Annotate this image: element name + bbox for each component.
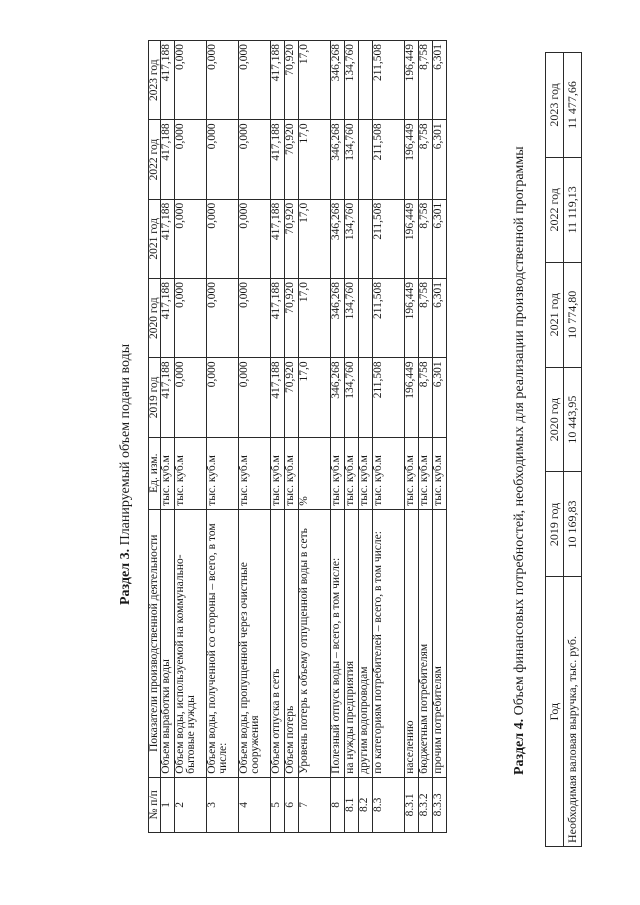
table-body: [161, 41, 447, 833]
row-value: 6,301: [433, 41, 447, 120]
row-value: 196,449: [405, 358, 419, 437]
row-value: 346,268: [331, 120, 345, 199]
row-number: 8.1: [345, 777, 359, 832]
row-value: 17,0: [299, 120, 331, 199]
water-supply-table: [148, 40, 447, 833]
section3-label: Раздел 3.: [118, 548, 133, 605]
row-number: 1: [161, 777, 175, 832]
row-value: 0,000: [239, 120, 271, 199]
row-value: 417,188: [161, 199, 175, 278]
row-unit: тыс. куб.м: [161, 437, 175, 509]
row-value: 70,920: [285, 358, 299, 437]
row-value: 346,268: [331, 279, 345, 358]
row-indicator: бюджетным потребителям: [419, 509, 433, 777]
row-value: 196,449: [405, 279, 419, 358]
row-value: 134,760: [345, 41, 359, 120]
table-row: [359, 41, 373, 833]
row-value: 0,000: [207, 41, 239, 120]
row-value: 417,188: [271, 279, 285, 358]
row-value: 70,920: [285, 199, 299, 278]
row-indicator: Объем отпуска в сеть: [271, 509, 285, 777]
row-value: 211,508: [373, 279, 405, 358]
row-value: 417,188: [271, 120, 285, 199]
table-row: [405, 41, 419, 833]
row-number: 3: [207, 777, 239, 832]
row-value: 0,000: [175, 279, 207, 358]
table-row: [433, 41, 447, 833]
row-value: [359, 279, 373, 358]
row-number: 2: [175, 777, 207, 832]
section3-title: [118, 344, 134, 605]
row-unit: %: [299, 437, 331, 509]
row-value: 10 169,83: [564, 472, 582, 577]
table-row: [271, 41, 285, 833]
row-number: 7: [299, 777, 331, 832]
row-value: 417,188: [271, 199, 285, 278]
row-value: 417,188: [161, 358, 175, 437]
row-value: 17,0: [299, 279, 331, 358]
row-value: 10 774,80: [564, 262, 582, 367]
table-row: [239, 41, 271, 833]
table-row: [564, 53, 582, 847]
row-unit: тыс. куб.м: [345, 437, 359, 509]
row-unit: тыс. куб.м: [175, 437, 207, 509]
row-unit: тыс. куб.м: [271, 437, 285, 509]
table-row: [419, 41, 433, 833]
row-unit: тыс. куб.м: [373, 437, 405, 509]
table-row: [161, 41, 175, 833]
row-indicator: Объем воды, пропущенной через очистные сооружения: [239, 509, 271, 777]
section4-title-text: Объем финансовых потребностей, необходимых для реализации производственной программы: [512, 146, 527, 716]
row-value: 0,000: [239, 199, 271, 278]
table-row: [175, 41, 207, 833]
table-row: [285, 41, 299, 833]
row-value: 11 477,66: [564, 53, 582, 158]
row-number: 8.3.1: [405, 777, 419, 832]
row-value: 8,758: [419, 41, 433, 120]
row-unit: тыс. куб.м: [239, 437, 271, 509]
row-number: 8.2: [359, 777, 373, 832]
row-value: 11 119,13: [564, 157, 582, 262]
row-indicator: Объем воды, полученной со стороны – всего, в том числе:: [207, 509, 239, 777]
row-value: 346,268: [331, 199, 345, 278]
row-indicator: по категориям потребителей – всего, в том числе:: [373, 509, 405, 777]
row-value: 8,758: [419, 358, 433, 437]
row-unit: тыс. куб.м: [285, 437, 299, 509]
row-value: 6,301: [433, 199, 447, 278]
row-number: 8: [331, 777, 345, 832]
row-indicator: Объем потерь: [285, 509, 299, 777]
table-row: [299, 41, 331, 833]
row-number: 8.3: [373, 777, 405, 832]
row-value: 417,188: [271, 358, 285, 437]
section4-title: [512, 146, 528, 775]
row-number: 6: [285, 777, 299, 832]
column-header: 2021 год: [546, 262, 564, 367]
row-indicator: на нужды предприятия: [345, 509, 359, 777]
section3-title-text: Планируемый объем подачи воды: [118, 343, 133, 546]
row-value: 346,268: [331, 41, 345, 120]
row-value: 0,000: [175, 358, 207, 437]
row-number: 8.3.3: [433, 777, 447, 832]
row-value: 0,000: [175, 120, 207, 199]
row-value: 6,301: [433, 279, 447, 358]
row-value: 0,000: [239, 358, 271, 437]
row-value: 417,188: [161, 120, 175, 199]
row-value: 8,758: [419, 279, 433, 358]
row-value: 8,758: [419, 199, 433, 278]
section4-label: Раздел 4.: [512, 718, 527, 775]
table-header-row: [149, 41, 161, 833]
row-value: [359, 120, 373, 199]
column-header: Год: [546, 577, 564, 847]
row-value: 70,920: [285, 120, 299, 199]
column-header: 2020 год: [149, 279, 161, 358]
row-indicator: населению: [405, 509, 419, 777]
row-value: 134,760: [345, 279, 359, 358]
row-value: 70,920: [285, 279, 299, 358]
row-unit: тыс. куб.м: [207, 437, 239, 509]
row-indicator: прочим потребителям: [433, 509, 447, 777]
row-value: 8,758: [419, 120, 433, 199]
row-indicator: Необходимая валовая выручка, тыс. руб.: [564, 577, 582, 847]
row-number: 8.3.2: [419, 777, 433, 832]
row-value: 70,920: [285, 41, 299, 120]
table-row: [207, 41, 239, 833]
row-value: 211,508: [373, 358, 405, 437]
row-value: 417,188: [161, 41, 175, 120]
column-header: Ед. изм.: [149, 437, 161, 509]
row-value: 10 443,95: [564, 367, 582, 472]
column-header: 2022 год: [149, 120, 161, 199]
row-value: 211,508: [373, 120, 405, 199]
row-unit: тыс. куб.м: [331, 437, 345, 509]
row-value: 0,000: [239, 279, 271, 358]
row-value: 0,000: [239, 41, 271, 120]
column-header: № п/п: [149, 777, 161, 832]
row-unit: тыс. куб.м: [405, 437, 419, 509]
row-unit: тыс. куб.м: [419, 437, 433, 509]
row-indicator: Уровень потерь к объему отпущенной воды в сеть: [299, 509, 331, 777]
row-value: 346,268: [331, 358, 345, 437]
row-value: 0,000: [207, 120, 239, 199]
row-value: 134,760: [345, 199, 359, 278]
row-value: 211,508: [373, 199, 405, 278]
row-value: 17,0: [299, 199, 331, 278]
row-indicator: Объем воды, используемой на коммунально-бытовые нужды: [175, 509, 207, 777]
column-header: Показатели производственной деятельности: [149, 509, 161, 777]
row-indicator: другим водопроводам: [359, 509, 373, 777]
row-value: 196,449: [405, 199, 419, 278]
table-row: [331, 41, 345, 833]
column-header: 2019 год: [149, 358, 161, 437]
row-value: 417,188: [271, 41, 285, 120]
row-value: 6,301: [433, 120, 447, 199]
row-indicator: Полезный отпуск воды – всего, в том числе:: [331, 509, 345, 777]
row-value: 0,000: [207, 199, 239, 278]
row-value: 0,000: [207, 358, 239, 437]
row-value: 196,449: [405, 41, 419, 120]
column-header: 2021 год: [149, 199, 161, 278]
row-value: 211,508: [373, 41, 405, 120]
row-value: 196,449: [405, 120, 419, 199]
column-header: 2022 год: [546, 157, 564, 262]
row-value: [359, 199, 373, 278]
row-value: [359, 358, 373, 437]
table-row: [345, 41, 359, 833]
column-header: 2023 год: [149, 41, 161, 120]
row-number: 4: [239, 777, 271, 832]
row-value: 6,301: [433, 358, 447, 437]
column-header: 2023 год: [546, 53, 564, 158]
row-value: 417,188: [161, 279, 175, 358]
row-value: 0,000: [175, 199, 207, 278]
row-unit: тыс. куб.м: [359, 437, 373, 509]
financial-needs-table: [545, 52, 582, 847]
row-value: 0,000: [175, 41, 207, 120]
row-value: 134,760: [345, 358, 359, 437]
row-value: [359, 41, 373, 120]
row-value: 0,000: [207, 279, 239, 358]
row-value: 17,0: [299, 41, 331, 120]
row-value: 17,0: [299, 358, 331, 437]
row-unit: тыс. куб.м: [433, 437, 447, 509]
table-row: [373, 41, 405, 833]
row-value: 134,760: [345, 120, 359, 199]
row-number: 5: [271, 777, 285, 832]
row-indicator: Объем выработки воды: [161, 509, 175, 777]
column-header: 2020 год: [546, 367, 564, 472]
column-header: 2019 год: [546, 472, 564, 577]
table-header-row: [546, 53, 564, 847]
